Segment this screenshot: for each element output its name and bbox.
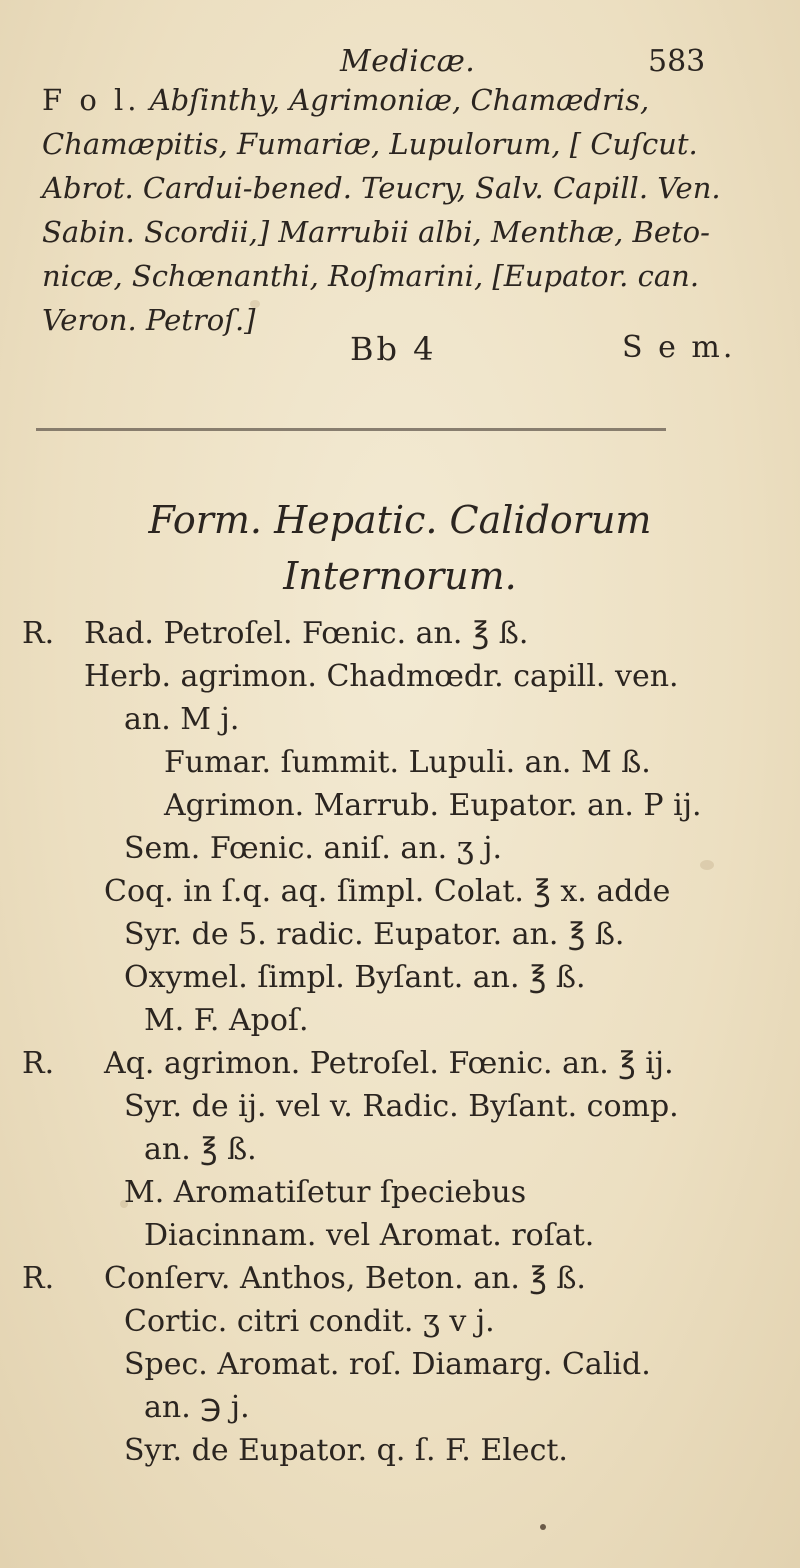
recipe-text: Syr. de ij. vel v. Radic. Byſant. comp. (124, 1089, 679, 1124)
recipe-list (22, 612, 792, 1472)
catchword: S e m. (622, 330, 736, 365)
line-text: Veron. Petroſ.] (42, 303, 256, 337)
recipe-text: Agrimon. Marrub. Eupator. an. P ij. (164, 788, 702, 823)
line-text: Abſinthy, Agrimoniæ, Chamædris, (140, 83, 650, 117)
section-title (0, 492, 800, 604)
recipe-text: Oxymel. ſimpl. Byſant. an. ℥ ß. (124, 960, 586, 995)
recipe-line (22, 1386, 792, 1429)
previous-section-line (42, 78, 782, 122)
previous-section-line (42, 122, 782, 166)
previous-section-line (42, 254, 782, 298)
previous-section-line (42, 166, 782, 210)
page-number: 583 (648, 44, 706, 79)
recipe-marker: R. (22, 616, 55, 651)
recipe-line (22, 1085, 792, 1128)
recipe-marker: R. (22, 1261, 55, 1296)
recipe-line (22, 1128, 792, 1171)
page-break-rule (36, 428, 666, 431)
recipe-text: Coq. in ſ.q. aq. ſimpl. Colat. ℥ x. adde (104, 874, 671, 909)
recipe-text: M. F. Apoſ. (144, 1003, 309, 1038)
recipe-marker: R. (22, 1046, 55, 1081)
signature-row (0, 330, 800, 374)
line-lead: F o l. (42, 83, 141, 117)
previous-section-text (42, 78, 782, 342)
recipe-line (22, 1171, 792, 1214)
ink-stain (540, 1524, 546, 1530)
running-head: Medicæ. (340, 44, 476, 79)
recipe-text: Conſerv. Anthos, Beton. an. ℥ ß. (104, 1261, 586, 1296)
recipe-line (22, 827, 792, 870)
recipe-line (22, 1042, 792, 1085)
recipe-line (22, 870, 792, 913)
previous-section-line (42, 210, 782, 254)
recipe-text: an. ℥ ß. (144, 1132, 257, 1167)
recipe-line (22, 655, 792, 698)
recipe-text: Rad. Petroſel. Fœnic. an. ℥ ß. (84, 616, 529, 651)
recipe-text: Spec. Aromat. roſ. Diamarg. Calid. (124, 1347, 651, 1382)
recipe-line (22, 956, 792, 999)
recipe-text: Aq. agrimon. Petroſel. Fœnic. an. ℥ ij. (104, 1046, 674, 1081)
recipe-line (22, 1343, 792, 1386)
section-title-line-2: Internorum. (283, 554, 517, 598)
line-text: Sabin. Scordii,] Marrubii albi, Menthæ, Beto- (42, 215, 710, 249)
recipe-line (22, 698, 792, 741)
recipe-text: Syr. de Eupator. q. ſ. F. Elect. (124, 1433, 568, 1468)
recipe-line (22, 999, 792, 1042)
recipe-line (22, 1429, 792, 1472)
printer-signature: Bb 4 (350, 330, 437, 368)
recipe-text: Fumar. ſummit. Lupuli. an. M ß. (164, 745, 651, 780)
line-text: Chamæpitis, Fumariæ, Lupulorum, [ Cuſcut. (42, 127, 698, 161)
recipe-line (22, 1257, 792, 1300)
recipe-text: an. M j. (124, 702, 240, 737)
recipe-line (22, 741, 792, 784)
line-text: nicæ, Schœnanthi, Roſmarini, [Eupator. can. (42, 259, 700, 293)
recipe-line (22, 913, 792, 956)
recipe-line (22, 784, 792, 827)
recipe-text: M. Aromatiſetur ſpeciebus (124, 1175, 527, 1210)
line-text: Abrot. Cardui-bened. Teucry, Salv. Capill. Ven. (42, 171, 721, 205)
section-title-line-1: Form. Hepatic. Calidorum (148, 498, 652, 542)
recipe-text: Syr. de 5. radic. Eupator. an. ℥ ß. (124, 917, 625, 952)
recipe-text: Sem. Fœnic. aniſ. an. ʒ j. (124, 831, 503, 866)
recipe-text: Herb. agrimon. Chadmœdr. capill. ven. (84, 659, 679, 694)
recipe-line (22, 1300, 792, 1343)
recipe-text: Diacinnam. vel Aromat. roſat. (144, 1218, 595, 1253)
recipe-line (22, 1214, 792, 1257)
recipe-text: an. ℈ j. (144, 1390, 250, 1425)
recipe-text: Cortic. citri condit. ʒ v j. (124, 1304, 495, 1339)
recipe-line (22, 612, 792, 655)
